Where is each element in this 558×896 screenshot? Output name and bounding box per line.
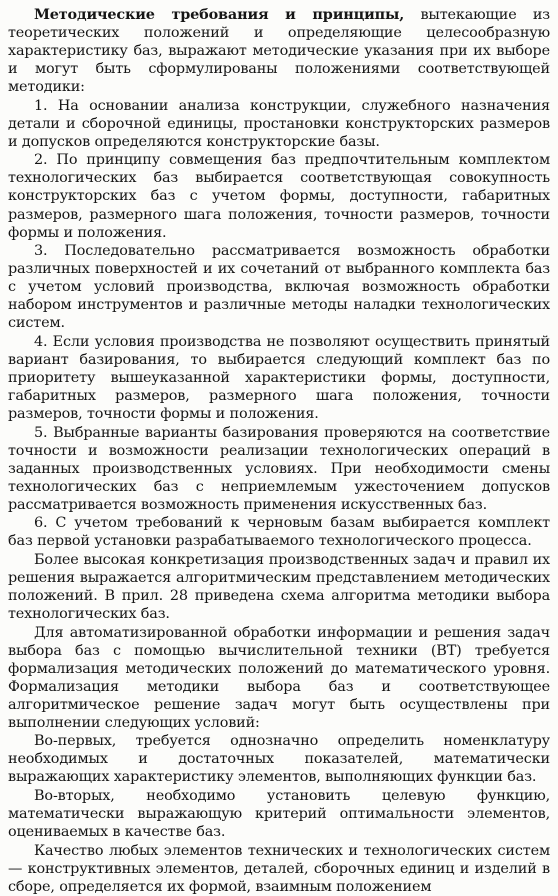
list-item-number: 1. bbox=[34, 97, 48, 114]
list-item-text: С учетом требований к черновым базам выбирается комплект баз первой установки разрабатываемого технологического процесса. bbox=[8, 515, 550, 550]
list-item-number: 4. bbox=[34, 333, 48, 350]
list-item-text: На основании анализа конструкции, служебного назначения детали и сборочной единицы, простановки конструкторских размеров и допусков определяются конструкторские базы. bbox=[8, 97, 550, 150]
list-item-text: Последовательно рассматривается возможность обработки различных поверхностей и их сочетаний от выбранного комплекта баз с учетом условий производства, включая возможность обработки набором инструментов и различные методы наладки технологических систем. bbox=[8, 243, 550, 332]
list-item-4 bbox=[8, 333, 550, 423]
list-item-5 bbox=[8, 424, 550, 514]
list-item-number: 3. bbox=[34, 243, 48, 260]
list-item-number: 2. bbox=[34, 152, 48, 169]
list-item-text: Если условия производства не позволяют осуществить принятый вариант базирования, то выбирается следующий комплект баз по приоритету вышеуказанной характеристики формы, доступности, габаритных размеров, размерного шага положения, точности размеров, точности формы и положения. bbox=[8, 333, 550, 423]
paragraph-quality: Качество любых элементов технических и технологических систем — конструктивных элементов, деталей, сборочных единиц и изделий в сборе, определяется их формой, взаимным положением bbox=[8, 842, 550, 895]
paragraph-second-condition: Во-вторых, необходимо установить целевую функцию, математически выражающую критерий оптимальности элементов, оцениваемых в качестве баз. bbox=[8, 788, 550, 841]
intro-text: вытекающие из теоретических положений и определяющие целесообразную характеристику баз, выражают методические указания при их выборе и могут быть сформулированы положениями соответствующей методики: bbox=[8, 7, 550, 96]
list-item-number: 5. bbox=[34, 424, 48, 441]
intro-lead-heading: Методические требования и принципы, bbox=[34, 6, 405, 23]
paragraph-algorithm: Более высокая конкретизация производственных задач и правил их решения выражается алгоритмическим представлением методических положений. В прил. 28 приведена схема алгоритма методики выбора технологических баз. bbox=[8, 551, 550, 623]
paragraph-first-condition: Во-первых, требуется однозначно определить номенклатуру необходимых и достаточных показателей, математически выражающих характеристику элементов, выполняющих функции баз. bbox=[8, 733, 550, 786]
list-item-1 bbox=[8, 97, 550, 151]
list-item-text: Выбранные варианты базирования проверяются на соответствие точности и возможности реализации технологических операций в заданных производственных условиях. При необходимости смены технологических баз с неприемлемым ужесточением допусков рассматривается возможность применения искусственных баз. bbox=[8, 424, 550, 513]
list-item-text: По принципу совмещения баз предпочтительным комплектом технологических баз выбирается соответствующая совокупность конструкторских баз с учетом формы, доступности, габаритных размеров, размерного шага положения, точности размеров, точности формы и положения. bbox=[8, 152, 550, 241]
intro-paragraph bbox=[8, 6, 550, 96]
list-item-6 bbox=[8, 514, 550, 550]
list-item-3 bbox=[8, 242, 550, 332]
list-item-2 bbox=[8, 151, 550, 241]
paragraph-formalization: Для автоматизированной обработки информации и решения задач выбора баз с помощью вычислительной техники (ВТ) требуется формализация методических положений до математического уровня. Формализация методики выбора баз и соответствующее алгоритмическое решение задач могут быть осуществлены при выполнении следующих условий: bbox=[8, 624, 550, 731]
list-item-number: 6. bbox=[34, 515, 48, 532]
